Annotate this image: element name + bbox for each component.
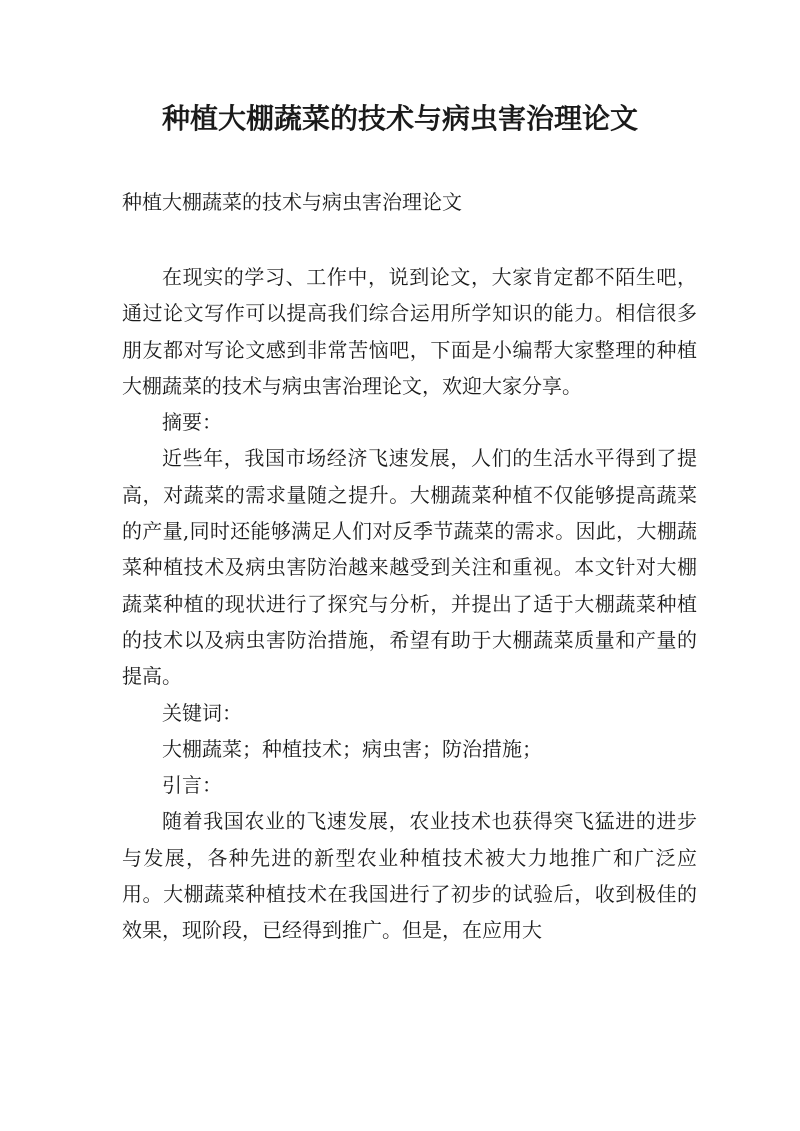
abstract-paragraph: 近些年，我国市场经济飞速发展，人们的生活水平得到了提高，对蔬菜的需求量随之提升。大棚蔬菜种植不仅能够提高蔬菜的产量,同时还能够满足人们对反季节蔬菜的需求。因此，大棚蔬菜种植技术及病虫害防治越来越受到关注和重视。本文针对大棚蔬菜种植的现状进行了探究与分析，并提出了适于大棚蔬菜种植的技术以及病虫害防治措施，希望有助于大棚蔬菜质量和产量的提高。 bbox=[122, 446, 697, 689]
abstract-heading: 摘要： bbox=[162, 410, 222, 435]
introduction-paragraph: 随着我国农业的飞速发展，农业技术也获得突飞猛进的进步与发展，各种先进的新型农业种植技术被大力地推广和广泛应用。大棚蔬菜种植技术在我国进行了初步的试验后，收到极佳的效果，现阶段，已经得到推广。但是，在应用大 bbox=[122, 809, 697, 943]
intro-paragraph: 在现实的学习、工作中，说到论文，大家肯定都不陌生吧，通过论文写作可以提高我们综合运用所学知识的能力。相信很多朋友都对写论文感到非常苦恼吧，下面是小编帮大家整理的种植大棚蔬菜的技术与病虫害治理论文，欢迎大家分享。 bbox=[122, 265, 697, 398]
keywords-list: 大棚蔬菜；种植技术；病虫害；防治措施； bbox=[162, 736, 542, 761]
document-title: 种植大棚蔬菜的技术与病虫害治理论文 bbox=[161, 102, 638, 135]
introduction-heading: 引言： bbox=[162, 773, 222, 798]
keywords-heading: 关键词： bbox=[162, 700, 242, 725]
document-subtitle: 种植大棚蔬菜的技术与病虫害治理论文 bbox=[122, 190, 462, 214]
document-body bbox=[122, 259, 697, 949]
